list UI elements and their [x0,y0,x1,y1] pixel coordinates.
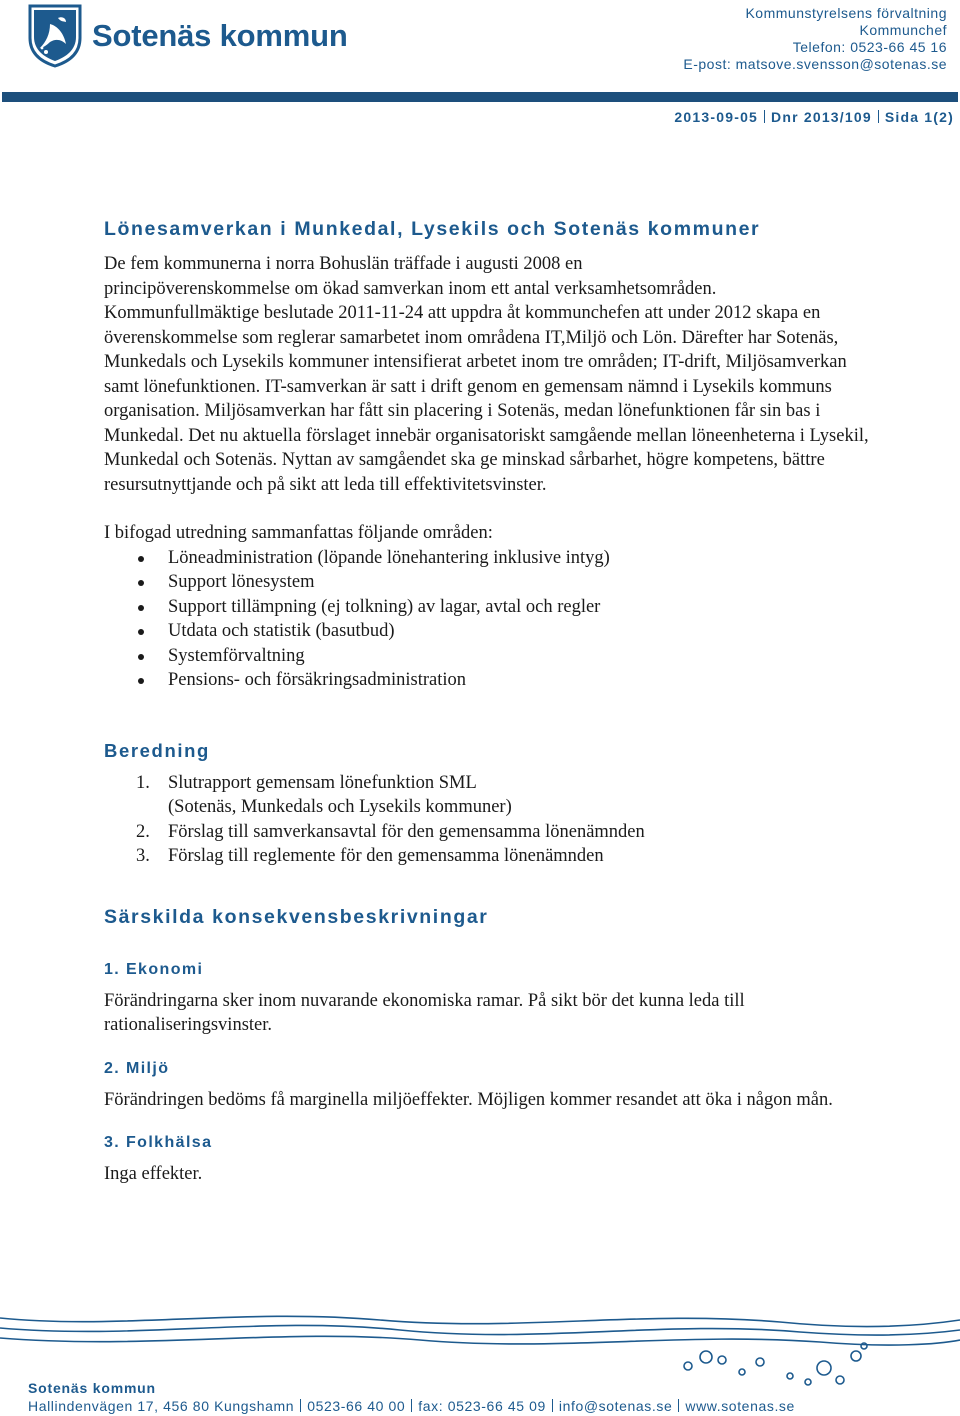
org-logo [28,4,348,68]
list-item [136,820,874,845]
list-item: Support lönesystem [134,570,874,595]
beredning-list [104,771,874,869]
list-item: Utdata och statistik (basutbud) [134,619,874,644]
footer-web[interactable]: www.sotenas.se [685,1398,795,1414]
section-heading-miljo: 2. Miljö [104,1059,170,1077]
meta-separator [764,110,765,123]
document-date: 2013-09-05 [674,109,759,125]
footer-email[interactable]: info@sotenas.se [558,1398,673,1414]
footer-separator [300,1399,301,1412]
contact-role: Kommunchef [859,22,947,38]
intro-paragraph: Kommunfullmäktige beslutade 2011-11-24 att uppdra åt kommunchefen att under 2012 skapa en överenskommelse som reglerar samarbetet inom områdena IT,Miljö och Lön. Därefter har Sotenäs, Munkedals och Lysekils kommuner intensifierat arbetet inom tre områden; IT-drift, Miljösamverkan samt lönefunktionen. IT-samverkan är satt i drift genom en gemensam nämnd i Lysekils kommuns organisation. Miljösamverkan har fått sin placering i Sotenäs, medan lönefunktionen får sin bas i Munkedal. Det nu aktuella förslaget innebär organisatoriskt samgående mellan löneenheterna i Lysekil, Munkedal och Sotenäs. Nyttan av samgåendet ska ge minskad sårbarhet, högre kompetens, bättre resursutnyttjande och på sikt att leda till effektivitetsvinster. [104,303,869,495]
footer-fax: fax: 0523-66 45 09 [418,1398,546,1414]
intro-line-2: principöverenskommelse om ökad samverkan inom ett antal verksamhetsområden. [104,278,717,299]
section-text-miljo: Förändringen bedöms få marginella miljöeffekter. Möjligen kommer resandet att öka i någon mån. [104,1089,833,1110]
section-heading-ekonomi: 1. Ekonomi [104,960,204,978]
footer-separator [678,1399,679,1412]
list-item: Pensions- och försäkringsadministration [134,668,874,693]
footer-address: Hallindenvägen 17, 456 80 Kungshamn [28,1398,295,1414]
konsekvens-heading: Särskilda konsekvensbeskrivningar [104,905,489,928]
item-number: 2. [136,821,150,842]
list-item [136,844,874,869]
document-meta [674,109,954,125]
footer-contact-line [28,1398,795,1414]
contact-email[interactable]: E-post: matsove.svensson@sotenas.se [683,56,947,72]
footer-separator [552,1399,553,1412]
section-heading-folkhalsa: 3. Folkhälsa [104,1134,213,1151]
item-text: Slutrapport gemensam lönefunktion SML [168,772,477,793]
contact-department: Kommunstyrelsens förvaltning [745,5,947,21]
summary-intro: I bifogad utredning sammanfattas följande områden: [104,523,493,543]
footer-separator [411,1399,412,1412]
footer-phone: 0523-66 40 00 [307,1398,406,1414]
document-dnr: Dnr 2013/109 [771,109,872,125]
list-item: Löneadministration (löpande lönehantering inklusive intyg) [134,546,874,571]
section-text-ekonomi: Förändringarna sker inom nuvarande ekonomiska ramar. På sikt bör det kunna leda till rationaliseringsvinster. [104,990,745,1035]
summary-list [104,546,874,693]
list-item [136,771,874,820]
footer-org-name: Sotenäs kommun [28,1380,156,1396]
item-text: Förslag till samverkansavtal för den gemensamma lönenämnden [168,821,645,842]
intro-line-1: De fem kommunerna i norra Bohuslän träffade i augusti 2008 en [104,254,583,274]
header-divider-bar [2,92,958,102]
org-name: Sotenäs kommun [92,18,348,53]
meta-separator [878,110,879,123]
beredning-heading: Beredning [104,739,210,761]
list-item: Support tillämpning (ej tolkning) av lagar, avtal och regler [134,595,874,620]
list-item: Systemförvaltning [134,644,874,669]
item-text: Förslag till reglemente för den gemensamma lönenämnden [168,846,604,866]
document-title: Lönesamverkan i Munkedal, Lysekils och Sotenäs kommuner [104,218,761,240]
item-number: 3. [136,846,150,866]
contact-block [683,5,947,73]
section-text-folkhalsa: Inga effekter. [104,1164,203,1184]
shield-icon [28,4,82,68]
document-body [104,216,874,1187]
document-page: Sida 1(2) [884,109,954,125]
item-text: (Sotenäs, Munkedals och Lysekils kommuner) [168,797,512,817]
contact-phone: Telefon: 0523-66 45 16 [792,39,947,55]
item-number: 1. [136,772,150,793]
